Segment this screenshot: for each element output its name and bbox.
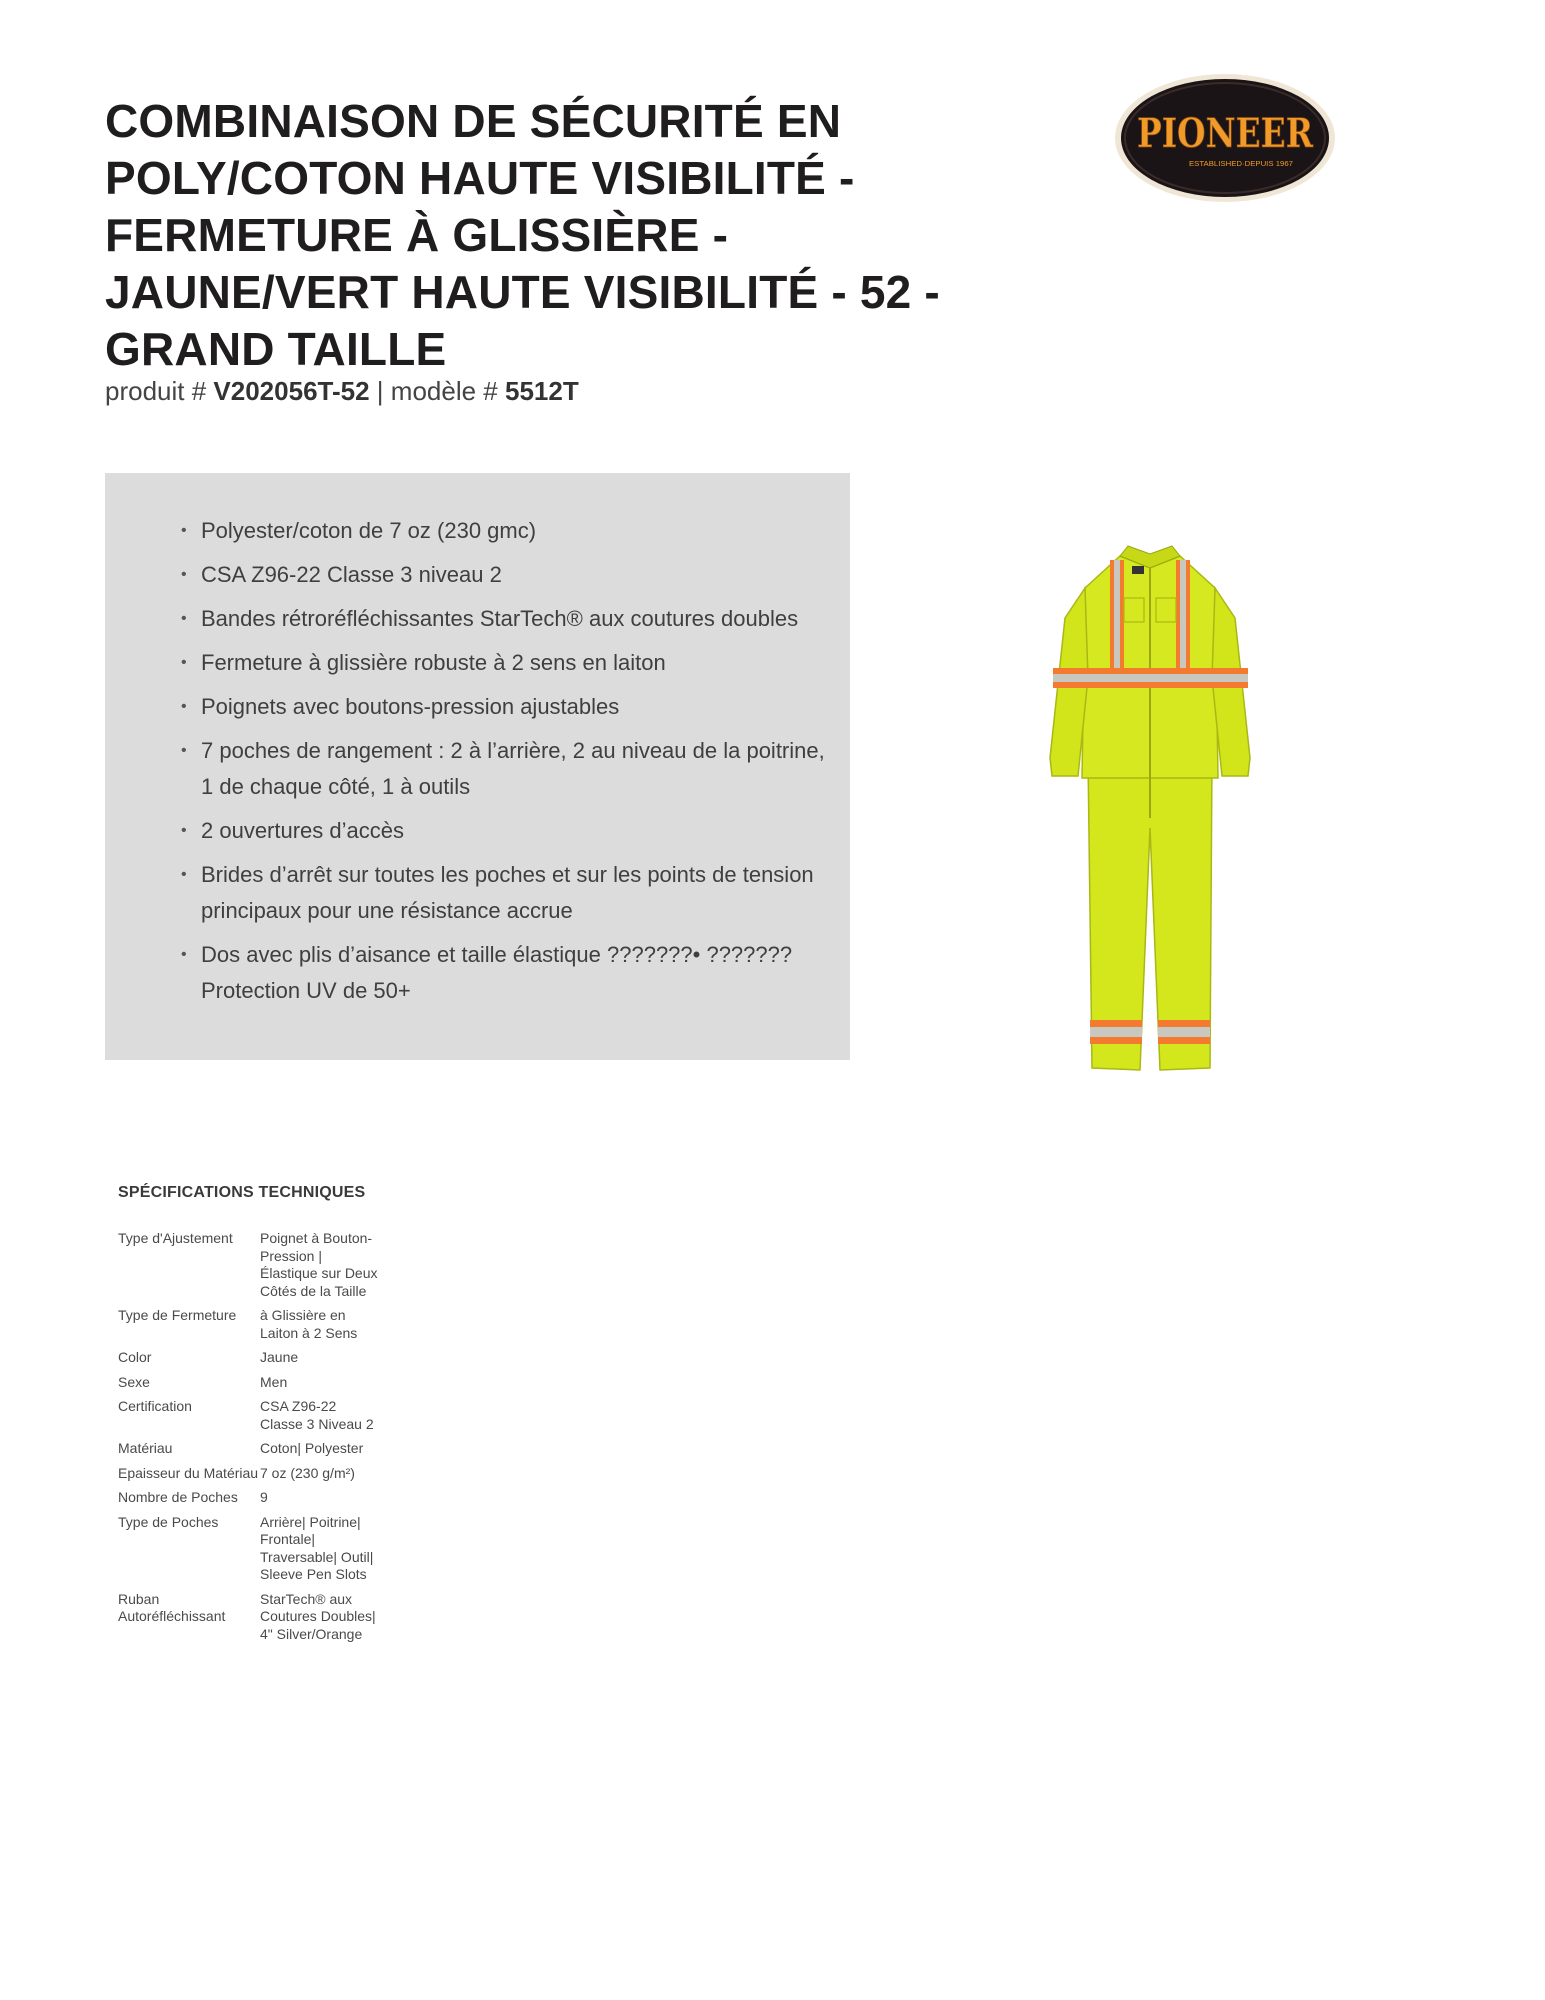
spec-row (118, 1307, 378, 1349)
spec-value: 9 (260, 1489, 268, 1505)
feature-item (181, 857, 841, 929)
feature-item (181, 937, 841, 1009)
bullet-icon: • (181, 610, 187, 627)
feature-item (181, 513, 841, 549)
bullet-icon: • (181, 654, 187, 671)
spec-value: Men (260, 1373, 288, 1390)
feature-text: Polyester/coton de 7 oz (230 gmc) (201, 518, 537, 543)
spec-row (118, 1440, 378, 1465)
spec-value: Jaune (260, 1349, 299, 1365)
feature-text: Dos avec plis d’aisance et taille élastique ???????• ???????Protection UV de 50+ (201, 942, 793, 1003)
product-identifiers (105, 376, 579, 407)
bullet-icon: • (181, 822, 187, 839)
feature-item (181, 813, 841, 849)
spec-row (118, 1398, 378, 1440)
bullet-icon: • (181, 866, 187, 883)
feature-item (181, 645, 841, 681)
spec-row (118, 1514, 378, 1591)
feature-text: Poignets avec boutons-pression ajustables (201, 694, 620, 719)
feature-item (181, 733, 841, 805)
product-title: COMBINAISON DE SÉCURITÉ EN POLY/COTON HAUTE VISIBILITÉ - FERMETURE À GLISSIÈRE - JAUNE/VERT HAUTE VISIBILITÉ - 52 - GRAND TAILLE (105, 95, 940, 375)
spec-key: Color (118, 1349, 152, 1365)
spec-row (118, 1230, 378, 1307)
feature-text: 2 ouvertures d’accès (201, 818, 404, 843)
bullet-icon: • (181, 522, 187, 539)
spec-value: à Glissière en Laiton à 2 Sens (260, 1307, 358, 1341)
identifier-separator: | (376, 376, 384, 406)
spec-key: Type de Fermeture (118, 1307, 237, 1323)
spec-row (118, 1374, 378, 1399)
coverall-product-image (1040, 528, 1260, 1078)
features-panel (105, 473, 850, 1060)
spec-row (118, 1465, 378, 1490)
pioneer-logo (1113, 70, 1337, 206)
spec-key: Sexe (118, 1373, 150, 1390)
bullet-icon: • (181, 566, 187, 583)
spec-key: Epaisseur du Matériau (118, 1464, 259, 1481)
feature-list (105, 473, 850, 1009)
model-number-label: modèle # (390, 376, 498, 406)
model-number: 5512T (505, 376, 579, 406)
feature-text: Brides d’arrêt sur toutes les poches et sur les points de tension principaux pour une résistance accrue (201, 862, 814, 923)
bullet-icon: • (181, 698, 187, 715)
logo-tagline-text: ESTABLISHED·DEPUIS 1967 (1189, 161, 1294, 168)
spec-value: 7 oz (230 g/m²) (260, 1464, 355, 1481)
spec-key: Ruban Autoréfléchissant (118, 1590, 226, 1624)
bullet-icon: • (181, 742, 187, 759)
spec-value: CSA Z96-22 Classe 3 Niveau 2 (260, 1398, 374, 1432)
spec-key: Nombre de Poches (118, 1489, 238, 1505)
feature-item (181, 689, 841, 725)
spec-value: Coton| Polyester (260, 1440, 364, 1456)
product-number-label: produit # (105, 376, 207, 406)
spec-key: Type d'Ajustement (118, 1230, 233, 1246)
feature-item (181, 601, 841, 637)
spec-value: Arrière| Poitrine| Frontale| Traversable| Outil| Sleeve Pen Slots (260, 1513, 374, 1582)
spec-value: Poignet à Bouton-Pression | Élastique sur Deux Côtés de la Taille (260, 1230, 378, 1299)
feature-text: CSA Z96-22 Classe 3 niveau 2 (201, 562, 502, 587)
spec-key: Type de Poches (118, 1513, 219, 1530)
specs-table (118, 1230, 378, 1650)
spec-row (118, 1349, 378, 1374)
logo-brand-text: PIONEER (1137, 110, 1314, 157)
spec-key: Certification (118, 1398, 192, 1414)
feature-text: Fermeture à glissière robuste à 2 sens en laiton (201, 650, 666, 675)
bullet-icon: • (181, 946, 187, 963)
specs-title: SPÉCIFICATIONS TECHNIQUES (118, 1184, 366, 1201)
spec-value: StarTech® aux Coutures Doubles| 4" Silver/Orange (260, 1590, 376, 1642)
feature-text: 7 poches de rangement : 2 à l’arrière, 2 au niveau de la poitrine, 1 de chaque côté, 1 à outils (201, 738, 825, 799)
spec-row (118, 1489, 378, 1514)
spec-row (118, 1591, 378, 1651)
feature-text: Bandes rétroréfléchissantes StarTech® aux coutures doubles (201, 606, 799, 631)
spec-key: Matériau (118, 1440, 173, 1456)
feature-item (181, 557, 841, 593)
product-number: V202056T-52 (213, 376, 370, 406)
